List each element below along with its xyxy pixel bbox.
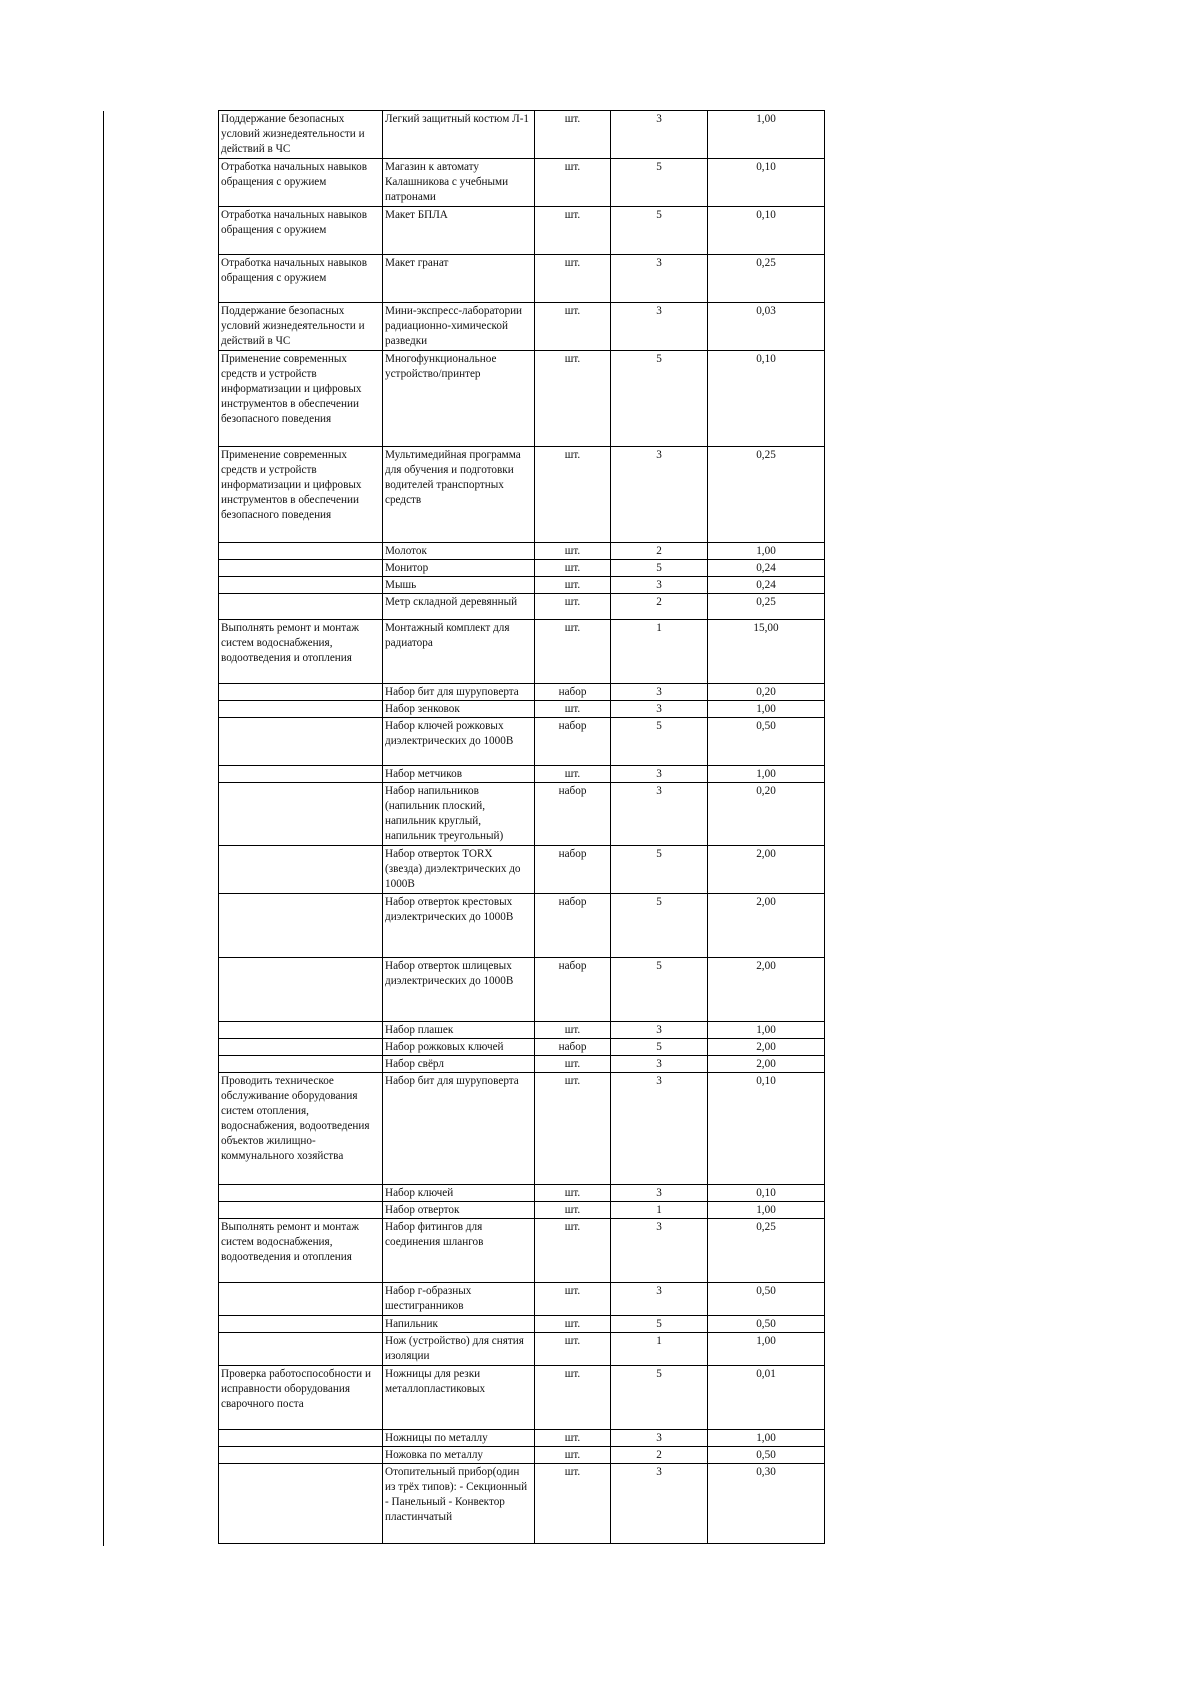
- table-row: [219, 594, 825, 620]
- activity-cell: Отработка начальных навыков обращения с оружием: [219, 255, 383, 303]
- quantity-cell: 3: [611, 1464, 708, 1544]
- unit-cell: набор: [535, 958, 611, 1022]
- item-name-cell: Монитор: [383, 560, 535, 577]
- coefficient-cell: 0,10: [708, 1073, 825, 1185]
- quantity-cell: 5: [611, 894, 708, 958]
- item-name-cell: Ножницы по металлу: [383, 1430, 535, 1447]
- quantity-cell: 3: [611, 1430, 708, 1447]
- table-row: [219, 620, 825, 684]
- activity-cell: [219, 783, 383, 846]
- quantity-cell: 5: [611, 1366, 708, 1430]
- coefficient-cell: 0,24: [708, 577, 825, 594]
- unit-cell: шт.: [535, 1316, 611, 1333]
- activity-cell: Поддержание безопасных условий жизнедеятельности и действий в ЧС: [219, 303, 383, 351]
- activity-cell: Отработка начальных навыков обращения с оружием: [219, 159, 383, 207]
- quantity-cell: 5: [611, 159, 708, 207]
- unit-cell: набор: [535, 783, 611, 846]
- unit-cell: шт.: [535, 303, 611, 351]
- item-name-cell: Набор рожковых ключей: [383, 1039, 535, 1056]
- unit-cell: набор: [535, 684, 611, 701]
- coefficient-cell: 1,00: [708, 1022, 825, 1039]
- item-name-cell: Метр складной деревянный: [383, 594, 535, 620]
- table-row: [219, 701, 825, 718]
- item-name-cell: Мышь: [383, 577, 535, 594]
- coefficient-cell: 1,00: [708, 111, 825, 159]
- table-row: [219, 1219, 825, 1283]
- item-name-cell: Набор напильников (напильник плоский, напильник круглый, напильник треугольный): [383, 783, 535, 846]
- activity-cell: Выполнять ремонт и монтаж систем водоснабжения, водоотведения и отопления: [219, 620, 383, 684]
- table-row: [219, 1366, 825, 1430]
- activity-cell: [219, 1039, 383, 1056]
- quantity-cell: 5: [611, 351, 708, 447]
- table-row: [219, 1185, 825, 1202]
- coefficient-cell: 0,01: [708, 1366, 825, 1430]
- item-name-cell: Макет БПЛА: [383, 207, 535, 255]
- activity-cell: Проверка работоспособности и исправности оборудования сварочного поста: [219, 1366, 383, 1430]
- table-row: [219, 766, 825, 783]
- activity-cell: [219, 846, 383, 894]
- coefficient-cell: 2,00: [708, 894, 825, 958]
- equipment-table: [218, 110, 825, 1544]
- quantity-cell: 3: [611, 1185, 708, 1202]
- table-row: [219, 577, 825, 594]
- item-name-cell: Молоток: [383, 543, 535, 560]
- activity-cell: [219, 543, 383, 560]
- activity-cell: [219, 1185, 383, 1202]
- unit-cell: шт.: [535, 159, 611, 207]
- table-row: [219, 560, 825, 577]
- quantity-cell: 3: [611, 447, 708, 543]
- item-name-cell: Набор метчиков: [383, 766, 535, 783]
- quantity-cell: 3: [611, 1219, 708, 1283]
- table-body: [219, 111, 825, 1544]
- unit-cell: набор: [535, 718, 611, 766]
- unit-cell: шт.: [535, 447, 611, 543]
- quantity-cell: 3: [611, 1073, 708, 1185]
- activity-cell: [219, 577, 383, 594]
- item-name-cell: Набор плашек: [383, 1022, 535, 1039]
- table-row: [219, 846, 825, 894]
- unit-cell: шт.: [535, 351, 611, 447]
- unit-cell: шт.: [535, 1056, 611, 1073]
- activity-cell: [219, 560, 383, 577]
- table-row: [219, 783, 825, 846]
- quantity-cell: 2: [611, 594, 708, 620]
- coefficient-cell: 1,00: [708, 1333, 825, 1366]
- coefficient-cell: 0,10: [708, 159, 825, 207]
- item-name-cell: Монтажный комплект для радиатора: [383, 620, 535, 684]
- left-margin-rule: [103, 111, 104, 1546]
- coefficient-cell: 2,00: [708, 1039, 825, 1056]
- quantity-cell: 3: [611, 111, 708, 159]
- unit-cell: шт.: [535, 1073, 611, 1185]
- coefficient-cell: 0,10: [708, 207, 825, 255]
- activity-cell: [219, 1283, 383, 1316]
- item-name-cell: Набор бит для шуруповерта: [383, 1073, 535, 1185]
- coefficient-cell: 1,00: [708, 543, 825, 560]
- unit-cell: шт.: [535, 701, 611, 718]
- unit-cell: набор: [535, 846, 611, 894]
- quantity-cell: 5: [611, 207, 708, 255]
- table-row: [219, 159, 825, 207]
- item-name-cell: Нож (устройство) для снятия изоляции: [383, 1333, 535, 1366]
- item-name-cell: Набор фитингов для соединения шлангов: [383, 1219, 535, 1283]
- table-row: [219, 543, 825, 560]
- item-name-cell: Набор бит для шуруповерта: [383, 684, 535, 701]
- table-row: [219, 684, 825, 701]
- quantity-cell: 1: [611, 620, 708, 684]
- coefficient-cell: 2,00: [708, 1056, 825, 1073]
- table-row: [219, 1202, 825, 1219]
- table-row: [219, 1022, 825, 1039]
- table-row: [219, 351, 825, 447]
- coefficient-cell: 0,50: [708, 1316, 825, 1333]
- quantity-cell: 2: [611, 543, 708, 560]
- activity-cell: [219, 701, 383, 718]
- quantity-cell: 3: [611, 1022, 708, 1039]
- activity-cell: Поддержание безопасных условий жизнедеятельности и действий в ЧС: [219, 111, 383, 159]
- unit-cell: шт.: [535, 1219, 611, 1283]
- quantity-cell: 3: [611, 1283, 708, 1316]
- coefficient-cell: 1,00: [708, 1430, 825, 1447]
- table-row: [219, 111, 825, 159]
- quantity-cell: 5: [611, 846, 708, 894]
- unit-cell: шт.: [535, 1464, 611, 1544]
- quantity-cell: 3: [611, 303, 708, 351]
- activity-cell: Выполнять ремонт и монтаж систем водоснабжения, водоотведения и отопления: [219, 1219, 383, 1283]
- table-row: [219, 447, 825, 543]
- item-name-cell: Набор отверток: [383, 1202, 535, 1219]
- table-row: [219, 1333, 825, 1366]
- table-row: [219, 958, 825, 1022]
- item-name-cell: Отопительный прибор(один из трёх типов): - Секционный - Панельный - Конвектор пластинчатый: [383, 1464, 535, 1544]
- coefficient-cell: 0,25: [708, 447, 825, 543]
- table-row: [219, 1056, 825, 1073]
- quantity-cell: 5: [611, 1039, 708, 1056]
- unit-cell: набор: [535, 894, 611, 958]
- item-name-cell: Набор свёрл: [383, 1056, 535, 1073]
- item-name-cell: Набор отверток TORX (звезда) диэлектрических до 1000В: [383, 846, 535, 894]
- coefficient-cell: 0,03: [708, 303, 825, 351]
- quantity-cell: 1: [611, 1202, 708, 1219]
- quantity-cell: 3: [611, 701, 708, 718]
- coefficient-cell: 0,20: [708, 684, 825, 701]
- coefficient-cell: 0,50: [708, 718, 825, 766]
- table-row: [219, 1039, 825, 1056]
- quantity-cell: 3: [611, 255, 708, 303]
- quantity-cell: 3: [611, 783, 708, 846]
- unit-cell: шт.: [535, 1022, 611, 1039]
- quantity-cell: 5: [611, 560, 708, 577]
- item-name-cell: Макет гранат: [383, 255, 535, 303]
- quantity-cell: 3: [611, 1056, 708, 1073]
- activity-cell: [219, 1022, 383, 1039]
- activity-cell: Применение современных средств и устройств информатизации и цифровых инструментов в обеспечении безопасного поведения: [219, 447, 383, 543]
- coefficient-cell: 0,20: [708, 783, 825, 846]
- activity-cell: Применение современных средств и устройств информатизации и цифровых инструментов в обеспечении безопасного поведения: [219, 351, 383, 447]
- item-name-cell: Мини-экспресс-лаборатории радиационно-химической разведки: [383, 303, 535, 351]
- quantity-cell: 3: [611, 766, 708, 783]
- coefficient-cell: 0,25: [708, 1219, 825, 1283]
- item-name-cell: Мультимедийная программа для обучения и подготовки водителей транспортных средств: [383, 447, 535, 543]
- unit-cell: шт.: [535, 1366, 611, 1430]
- table-row: [219, 1447, 825, 1464]
- quantity-cell: 5: [611, 958, 708, 1022]
- table-row: [219, 1430, 825, 1447]
- unit-cell: шт.: [535, 766, 611, 783]
- activity-cell: [219, 1202, 383, 1219]
- table-row: [219, 303, 825, 351]
- coefficient-cell: 0,10: [708, 351, 825, 447]
- activity-cell: [219, 1464, 383, 1544]
- item-name-cell: Многофункциональное устройство/принтер: [383, 351, 535, 447]
- quantity-cell: 3: [611, 577, 708, 594]
- item-name-cell: Набор отверток крестовых диэлектрических до 1000В: [383, 894, 535, 958]
- item-name-cell: Ножницы для резки металлопластиковых: [383, 1366, 535, 1430]
- table-row: [219, 894, 825, 958]
- coefficient-cell: 1,00: [708, 701, 825, 718]
- unit-cell: шт.: [535, 1430, 611, 1447]
- unit-cell: шт.: [535, 620, 611, 684]
- activity-cell: [219, 894, 383, 958]
- coefficient-cell: 0,25: [708, 255, 825, 303]
- coefficient-cell: 1,00: [708, 1202, 825, 1219]
- table-row: [219, 718, 825, 766]
- activity-cell: Отработка начальных навыков обращения с оружием: [219, 207, 383, 255]
- activity-cell: [219, 766, 383, 783]
- activity-cell: [219, 958, 383, 1022]
- item-name-cell: Напильник: [383, 1316, 535, 1333]
- activity-cell: [219, 1316, 383, 1333]
- unit-cell: шт.: [535, 1202, 611, 1219]
- table-row: [219, 1464, 825, 1544]
- unit-cell: шт.: [535, 560, 611, 577]
- item-name-cell: Магазин к автомату Калашникова с учебными патронами: [383, 159, 535, 207]
- coefficient-cell: 1,00: [708, 766, 825, 783]
- table-row: [219, 255, 825, 303]
- coefficient-cell: 0,25: [708, 594, 825, 620]
- item-name-cell: Набор зенковок: [383, 701, 535, 718]
- coefficient-cell: 0,30: [708, 1464, 825, 1544]
- quantity-cell: 5: [611, 718, 708, 766]
- item-name-cell: Ножовка по металлу: [383, 1447, 535, 1464]
- unit-cell: шт.: [535, 1333, 611, 1366]
- unit-cell: шт.: [535, 111, 611, 159]
- table-row: [219, 207, 825, 255]
- activity-cell: Проводить техническое обслуживание оборудования систем отопления, водоснабжения, водоотведения объектов жилищно-коммунального хозяйства: [219, 1073, 383, 1185]
- coefficient-cell: 2,00: [708, 846, 825, 894]
- item-name-cell: Набор отверток шлицевых диэлектрических до 1000В: [383, 958, 535, 1022]
- table-row: [219, 1283, 825, 1316]
- unit-cell: шт.: [535, 207, 611, 255]
- table-row: [219, 1316, 825, 1333]
- coefficient-cell: 0,10: [708, 1185, 825, 1202]
- coefficient-cell: 0,50: [708, 1283, 825, 1316]
- unit-cell: шт.: [535, 1185, 611, 1202]
- activity-cell: [219, 684, 383, 701]
- unit-cell: шт.: [535, 255, 611, 303]
- quantity-cell: 2: [611, 1447, 708, 1464]
- activity-cell: [219, 1056, 383, 1073]
- quantity-cell: 1: [611, 1333, 708, 1366]
- unit-cell: шт.: [535, 543, 611, 560]
- coefficient-cell: 15,00: [708, 620, 825, 684]
- activity-cell: [219, 1333, 383, 1366]
- unit-cell: шт.: [535, 1283, 611, 1316]
- coefficient-cell: 0,24: [708, 560, 825, 577]
- coefficient-cell: 0,50: [708, 1447, 825, 1464]
- quantity-cell: 5: [611, 1316, 708, 1333]
- item-name-cell: Легкий защитный костюм Л-1: [383, 111, 535, 159]
- unit-cell: шт.: [535, 594, 611, 620]
- item-name-cell: Набор ключей: [383, 1185, 535, 1202]
- activity-cell: [219, 1447, 383, 1464]
- quantity-cell: 3: [611, 684, 708, 701]
- item-name-cell: Набор ключей рожковых диэлектрических до 1000В: [383, 718, 535, 766]
- item-name-cell: Набор г-образных шестигранников: [383, 1283, 535, 1316]
- unit-cell: набор: [535, 1039, 611, 1056]
- table-row: [219, 1073, 825, 1185]
- activity-cell: [219, 594, 383, 620]
- activity-cell: [219, 1430, 383, 1447]
- unit-cell: шт.: [535, 577, 611, 594]
- coefficient-cell: 2,00: [708, 958, 825, 1022]
- unit-cell: шт.: [535, 1447, 611, 1464]
- activity-cell: [219, 718, 383, 766]
